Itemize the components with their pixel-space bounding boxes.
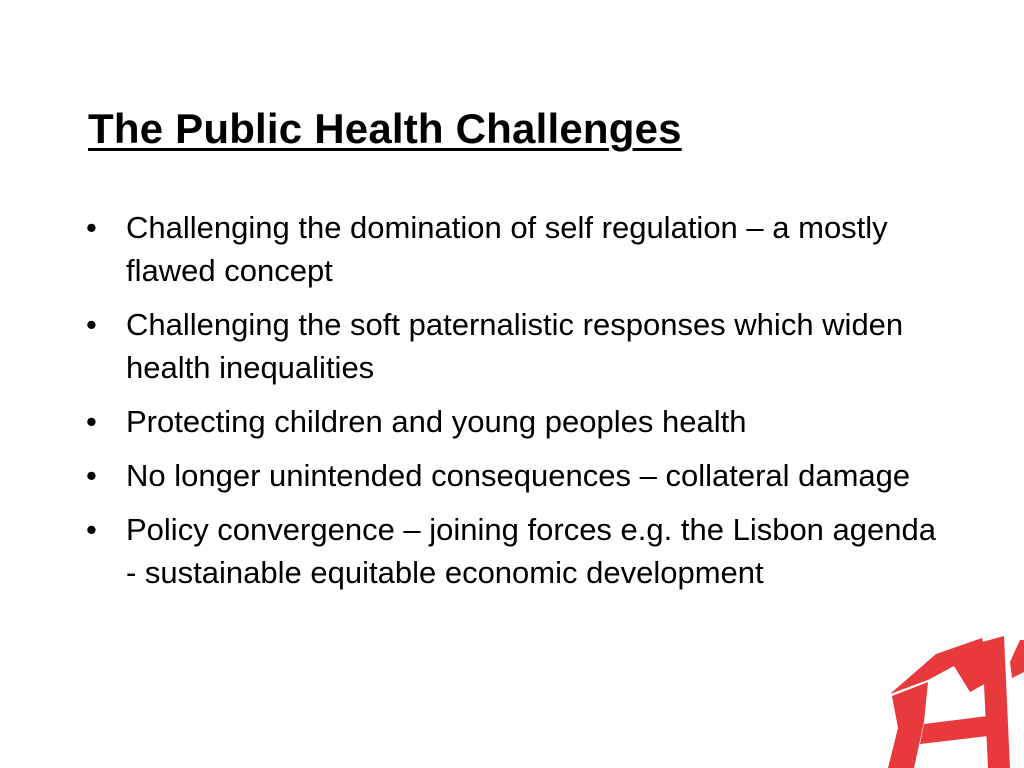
logo-tick bbox=[1010, 640, 1024, 678]
bullet-icon: • bbox=[86, 458, 97, 493]
logo-icon bbox=[884, 632, 1024, 768]
logo-connector bbox=[920, 716, 988, 744]
bullet-item bbox=[86, 206, 936, 292]
logo-swoosh-shape bbox=[890, 638, 992, 694]
bullet-icon: • bbox=[86, 307, 97, 342]
bullet-icon: • bbox=[86, 512, 97, 547]
bullet-item bbox=[86, 303, 936, 389]
bullet-text: Protecting children and young peoples health bbox=[126, 404, 747, 439]
bullet-text: Challenging the soft paternalistic responses which widen health inequalities bbox=[126, 307, 904, 385]
bullet-text: Challenging the domination of self regulation – a mostly flawed concept bbox=[126, 210, 888, 288]
bullet-item bbox=[86, 508, 936, 594]
slide-title: The Public Health Challenges bbox=[88, 105, 682, 152]
bullet-icon: • bbox=[86, 210, 97, 245]
logo-right-bar bbox=[982, 636, 1010, 768]
bullet-text: Policy convergence – joining forces e.g. the Lisbon agenda - sustainable equitable economic development bbox=[126, 512, 936, 590]
bullet-item bbox=[86, 400, 936, 443]
bullet-list bbox=[86, 206, 936, 605]
bullet-icon: • bbox=[86, 404, 97, 439]
bullet-text: No longer unintended consequences – collateral damage bbox=[126, 458, 911, 493]
logo-left-stroke bbox=[888, 682, 928, 768]
bullet-item bbox=[86, 454, 936, 497]
